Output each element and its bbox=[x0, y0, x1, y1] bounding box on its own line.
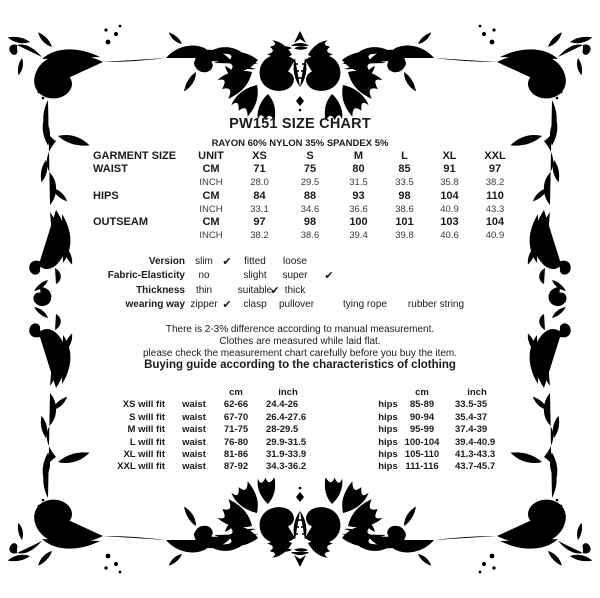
attribute-option: clasp bbox=[243, 299, 267, 311]
value-cell: 101 bbox=[395, 215, 414, 228]
attribute-option: pullover bbox=[279, 299, 315, 311]
value-cell: 104 bbox=[485, 215, 505, 228]
col-header: XL bbox=[442, 150, 457, 162]
attribute-row-elasticity bbox=[0, 269, 600, 283]
attribute-option: suitable bbox=[237, 284, 273, 296]
attribute-option: slight bbox=[243, 270, 267, 282]
value-cell: 40.9 bbox=[485, 230, 505, 242]
hips-cm: 111-116 bbox=[405, 461, 439, 473]
buying-guide-row bbox=[0, 461, 600, 473]
hips-inch: 39.4-40.9 bbox=[455, 436, 496, 448]
hips-label: hips bbox=[378, 411, 398, 423]
value-cell: 35.8 bbox=[440, 177, 459, 189]
check-icon: ✔ bbox=[222, 299, 232, 312]
size-table bbox=[93, 150, 518, 242]
waist-label: waist bbox=[182, 461, 206, 473]
value-cell: 39.8 bbox=[395, 230, 414, 242]
hips-label: hips bbox=[378, 399, 398, 411]
size-label: XXL will fit bbox=[117, 461, 165, 473]
value-cell: 110 bbox=[486, 189, 504, 202]
value-cell: 34.6 bbox=[300, 203, 320, 215]
hips-inch: 33.5-35 bbox=[455, 399, 488, 411]
waist-label: waist bbox=[182, 448, 206, 460]
unit-cell: INCH bbox=[199, 203, 223, 215]
value-cell: 31.5 bbox=[349, 177, 368, 189]
value-cell: 98 bbox=[303, 215, 317, 228]
value-cell: 38.2 bbox=[485, 177, 505, 189]
unit-cell: CM bbox=[202, 163, 220, 176]
value-cell: 75 bbox=[303, 163, 317, 176]
waist-inch: 31.9-33.9 bbox=[266, 448, 307, 460]
value-cell: 97 bbox=[253, 215, 266, 228]
size-label: S will fit bbox=[129, 411, 165, 423]
value-cell: 28.0 bbox=[250, 177, 269, 189]
col-header-cm: cm bbox=[229, 387, 243, 398]
unit-cell: CM bbox=[202, 189, 220, 202]
row-label bbox=[93, 229, 188, 242]
size-label: XL will fit bbox=[123, 448, 165, 460]
value-cell: 85 bbox=[398, 163, 411, 176]
waist-inch: 28-29.5 bbox=[266, 424, 299, 436]
attribute-option: loose bbox=[283, 256, 307, 267]
unit-cell: INCH bbox=[199, 177, 223, 189]
attribute-option: thick bbox=[284, 284, 306, 296]
value-cell: 33.5 bbox=[395, 177, 414, 189]
buying-guide-row bbox=[0, 412, 600, 424]
waist-cm: 67-70 bbox=[223, 411, 249, 423]
col-header: S bbox=[306, 150, 314, 162]
hips-cm: 100-104 bbox=[404, 436, 440, 448]
waist-inch: 29.9-31.5 bbox=[266, 436, 307, 448]
fabric-composition: RAYON 60% NYLON 35% SPANDEX 5% bbox=[211, 138, 389, 149]
size-label: L will fit bbox=[129, 436, 165, 448]
col-header: XXL bbox=[484, 150, 506, 162]
attribute-row-version bbox=[0, 255, 600, 269]
value-cell: 84 bbox=[253, 189, 266, 202]
unit-cell: INCH bbox=[199, 230, 223, 242]
attribute-label: Fabric-Elasticity bbox=[107, 270, 185, 282]
col-header-inch: inch bbox=[278, 387, 298, 398]
waist-label: waist bbox=[182, 399, 206, 411]
value-cell: 36.6 bbox=[349, 203, 368, 215]
col-header: L bbox=[401, 150, 408, 162]
attribute-label: Thickness bbox=[136, 284, 185, 296]
attribute-label: wearing way bbox=[125, 299, 185, 311]
value-cell: 93 bbox=[352, 189, 365, 202]
attribute-option: rubber string bbox=[407, 299, 465, 311]
value-cell: 38.2 bbox=[250, 230, 269, 242]
col-header-cm: cm bbox=[415, 387, 429, 398]
attribute-row-thickness bbox=[0, 284, 600, 298]
col-header: XS bbox=[252, 150, 267, 162]
hips-inch: 41.3-43.3 bbox=[455, 448, 496, 460]
hips-label: hips bbox=[378, 448, 398, 460]
hips-inch: 43.7-45.7 bbox=[455, 461, 496, 473]
attribute-option: thin bbox=[195, 284, 213, 296]
row-label: WAIST bbox=[93, 163, 128, 176]
value-cell: 38.6 bbox=[300, 230, 320, 242]
col-header: M bbox=[353, 150, 364, 162]
hips-label: hips bbox=[378, 461, 398, 473]
waist-label: waist bbox=[182, 436, 206, 448]
attributes-block bbox=[0, 255, 600, 313]
waist-cm: 87-92 bbox=[223, 461, 249, 473]
row-label: OUTSEAM bbox=[93, 215, 148, 228]
col-header: UNIT bbox=[198, 150, 224, 162]
unit-cell: CM bbox=[202, 215, 220, 228]
hips-cm: 85-89 bbox=[409, 399, 435, 411]
row-label: HIPS bbox=[93, 189, 119, 202]
value-cell: 98 bbox=[398, 189, 411, 202]
value-cell: 40.9 bbox=[440, 203, 459, 215]
attribute-label: Version bbox=[148, 256, 185, 267]
waist-inch: 34.3-36.2 bbox=[266, 461, 307, 473]
note-line: please check the measurement chart carefully before you buy the item. bbox=[142, 348, 458, 359]
hips-label: hips bbox=[378, 436, 398, 448]
waist-label: waist bbox=[182, 411, 206, 423]
hips-cm: 105-110 bbox=[404, 448, 440, 460]
hips-inch: 35.4-37 bbox=[455, 411, 488, 423]
waist-label: waist bbox=[182, 424, 206, 436]
check-icon: ✔ bbox=[270, 284, 280, 297]
attribute-option: fitted bbox=[244, 256, 266, 267]
value-cell: 80 bbox=[352, 163, 365, 176]
value-cell: 103 bbox=[440, 215, 459, 228]
value-cell: 100 bbox=[349, 215, 368, 228]
buying-guide-row bbox=[0, 449, 600, 461]
check-icon: ✔ bbox=[222, 256, 232, 268]
waist-inch: 24.4-26 bbox=[266, 399, 299, 411]
value-cell: 97 bbox=[488, 163, 502, 176]
check-icon: ✔ bbox=[324, 270, 334, 283]
value-cell: 88 bbox=[303, 189, 317, 202]
buying-guide-row bbox=[0, 424, 600, 436]
note-line: Clothes are measured while laid flat. bbox=[219, 336, 381, 347]
waist-inch: 26.4-27.6 bbox=[266, 411, 307, 423]
value-cell: 43.3 bbox=[485, 203, 505, 215]
waist-cm: 62-66 bbox=[223, 399, 249, 411]
value-cell: 33.1 bbox=[250, 203, 269, 215]
attribute-option: super bbox=[282, 270, 308, 282]
size-label: M will fit bbox=[127, 424, 165, 436]
attribute-option: slim bbox=[195, 256, 213, 267]
value-cell: 29.5 bbox=[300, 177, 320, 189]
value-cell: 39.4 bbox=[349, 230, 368, 242]
buying-guide-header-row bbox=[0, 387, 600, 399]
col-header-inch: inch bbox=[467, 387, 487, 398]
hips-cm: 95-99 bbox=[409, 424, 435, 436]
hips-label: hips bbox=[378, 424, 398, 436]
value-cell: 71 bbox=[253, 163, 266, 176]
attribute-option: tying rope bbox=[343, 299, 387, 311]
hips-inch: 37.4-39 bbox=[455, 424, 488, 436]
hips-cm: 90-94 bbox=[409, 411, 435, 423]
value-cell: 104 bbox=[440, 189, 459, 202]
page-title: PW151 SIZE CHART bbox=[229, 116, 371, 132]
row-label bbox=[93, 203, 188, 216]
value-cell: 91 bbox=[443, 163, 456, 176]
col-header: GARMENT SIZE bbox=[93, 150, 177, 162]
buying-guide-row bbox=[0, 399, 600, 411]
size-label: XS will fit bbox=[122, 399, 165, 411]
waist-cm: 71-75 bbox=[223, 424, 249, 436]
value-cell: 40.6 bbox=[440, 230, 459, 242]
value-cell: 38.6 bbox=[395, 203, 414, 215]
attribute-option: no bbox=[198, 270, 210, 282]
attribute-row-wearing-way bbox=[0, 298, 600, 312]
note-line: There is 2-3% difference according to manual measurement. bbox=[165, 324, 435, 335]
buying-guide-table bbox=[0, 387, 600, 474]
row-label bbox=[93, 176, 188, 189]
buying-guide-row bbox=[0, 437, 600, 449]
waist-cm: 76-80 bbox=[223, 436, 249, 448]
buying-guide-heading: Buying guide according to the characteristics of clothing bbox=[144, 359, 456, 371]
waist-cm: 81-86 bbox=[223, 448, 249, 460]
attribute-option: zipper bbox=[190, 299, 218, 311]
